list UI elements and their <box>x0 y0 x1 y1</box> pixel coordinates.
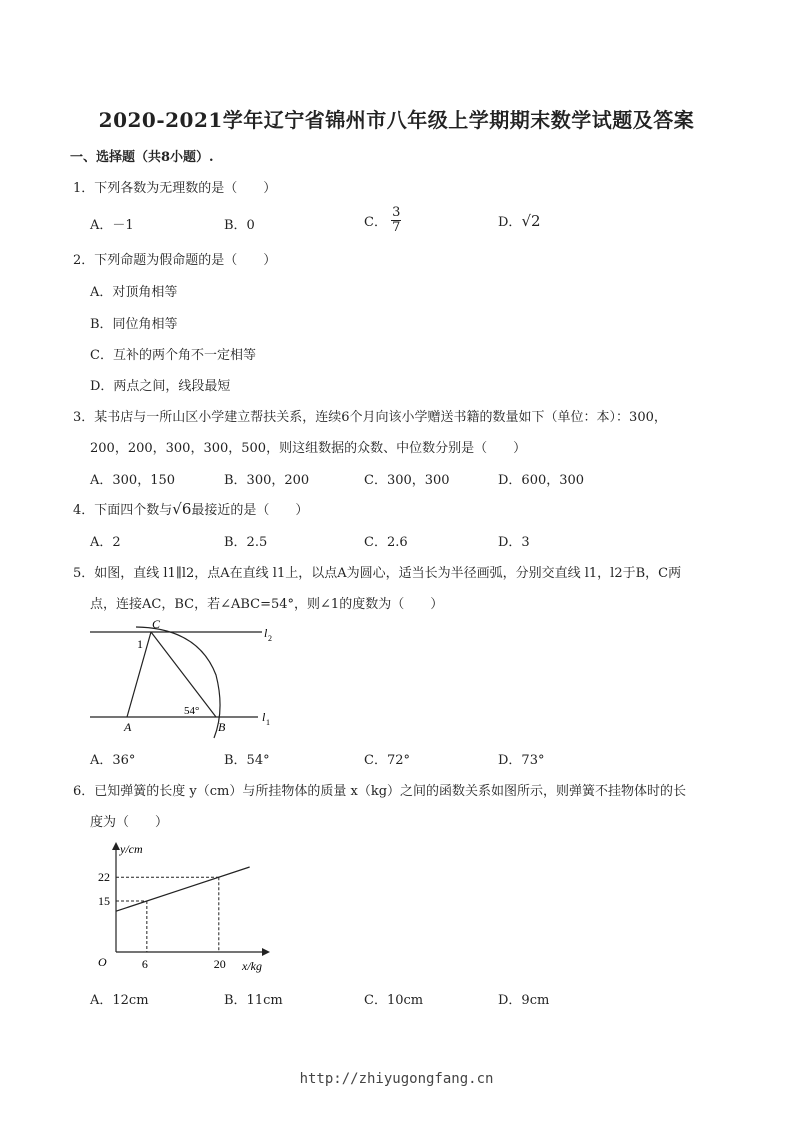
q3-stem-line2: 200，200，300，300，500，则这组数据的众数、中位数分别是（ ） <box>90 441 527 456</box>
q2-option-d: D．两点之间，线段最短 <box>90 379 231 394</box>
y-tick-label: 22 <box>98 870 110 885</box>
q6-option-c: C．10cm <box>364 993 424 1008</box>
q5-option-a: A．36° <box>90 753 136 768</box>
q4-option-d: D．3 <box>498 535 530 550</box>
geometry-figure <box>85 612 285 742</box>
q4-option-c: C．2.6 <box>364 535 408 550</box>
origin-label: O <box>98 955 107 969</box>
q5-stem-line1: 5．如图，直线 l1∥l2，点A在直线 l1上，以点A为圆心，适当长为半径画弧，分别交直线 l1，l2于B，C两 <box>73 566 682 581</box>
q6-option-d: D．9cm <box>498 993 550 1008</box>
x-axis-label: x/kg <box>242 959 262 973</box>
q4-stem <box>73 499 308 518</box>
page-title: 2020-2021学年辽宁省锦州市八年级上学期期末数学试题及答案 <box>98 108 695 132</box>
q6-option-a: A．12cm <box>90 993 149 1008</box>
q4-stem-post: 最接近的是（ ） <box>191 503 309 518</box>
fraction <box>391 206 401 235</box>
q3-option-a: A．300，150 <box>90 473 176 488</box>
sqrt-radicand: 6 <box>181 500 192 518</box>
arc <box>136 627 220 738</box>
l1-label: l <box>262 710 266 724</box>
q2-option-c: C．互补的两个角不一定相等 <box>90 348 256 363</box>
q3-option-d: D．600，300 <box>498 473 585 488</box>
angle-54-label: 54° <box>184 705 200 717</box>
point-a-label: A <box>124 720 132 734</box>
l1-subscript: 1 <box>266 718 270 727</box>
l2-label: l <box>264 626 268 640</box>
q6-stem-line2: 度为（ ） <box>90 815 169 830</box>
q1-stem: 1．下列各数为无理数的是（ ） <box>73 181 277 196</box>
point-b-label: B <box>218 720 226 734</box>
sqrt-radicand: 2 <box>531 212 541 230</box>
section-heading: 一、选择题（共8小题）. <box>70 150 214 165</box>
q3-option-c: C．300，300 <box>364 473 450 488</box>
y-tick-label: 15 <box>98 894 110 908</box>
fraction-numerator: 3 <box>392 205 401 220</box>
q1-option-b: B．0 <box>224 218 255 233</box>
q5-option-d: D．73° <box>498 753 545 768</box>
q3-stem-line1: 3．某书店与一所山区小学建立帮扶关系，连续6个月向该小学赠送书籍的数量如下（单位：本）：300， <box>73 410 667 425</box>
q1-option-d <box>498 211 541 230</box>
q1-option-c <box>364 206 401 235</box>
q2-stem: 2．下列命题为假命题的是（ ） <box>73 253 277 268</box>
y-axis-arrow <box>112 842 120 850</box>
sqrt-symbol: √ <box>521 212 531 230</box>
q5-option-c: C．72° <box>364 753 410 768</box>
footer-url: http://zhiyugongfang.cn <box>299 1071 494 1087</box>
q2-option-b: B．同位角相等 <box>90 317 178 332</box>
y-axis-label: y/cm <box>120 842 143 856</box>
point-c-label: C <box>152 617 161 631</box>
q3-option-b: B．300，200 <box>224 473 310 488</box>
x-tick-label: 6 <box>141 957 148 971</box>
l2-subscript: 2 <box>268 634 272 643</box>
q2-option-a: A．对顶角相等 <box>90 285 178 300</box>
q4-stem-pre: 4．下面四个数与 <box>73 503 173 518</box>
function-graph <box>90 838 280 978</box>
x-axis-arrow <box>262 948 270 956</box>
x-tick-label: 20 <box>213 957 226 971</box>
q5-stem-line2: 点，连接AC，BC，若∠ABC=54°，则∠1的度数为（ ） <box>90 597 444 612</box>
fraction-denominator: 7 <box>392 220 401 235</box>
q4-option-a: A．2 <box>90 535 121 550</box>
sqrt-symbol: √ <box>172 500 182 518</box>
q1-option-c-label: C． <box>364 215 387 230</box>
series-line <box>116 867 250 911</box>
q4-option-b: B．2.5 <box>224 535 268 550</box>
q6-option-b: B．11cm <box>224 993 283 1008</box>
q1-option-a: A．－1 <box>90 218 134 233</box>
q6-stem-line1: 6．已知弹簧的长度 y（cm）与所挂物体的质量 x（kg）之间的函数关系如图所示，则弹簧不挂物体时的长 <box>73 784 687 799</box>
angle-1-label: 1 <box>137 637 143 651</box>
q1-option-d-label: D． <box>498 215 522 230</box>
q5-option-b: B．54° <box>224 753 270 768</box>
